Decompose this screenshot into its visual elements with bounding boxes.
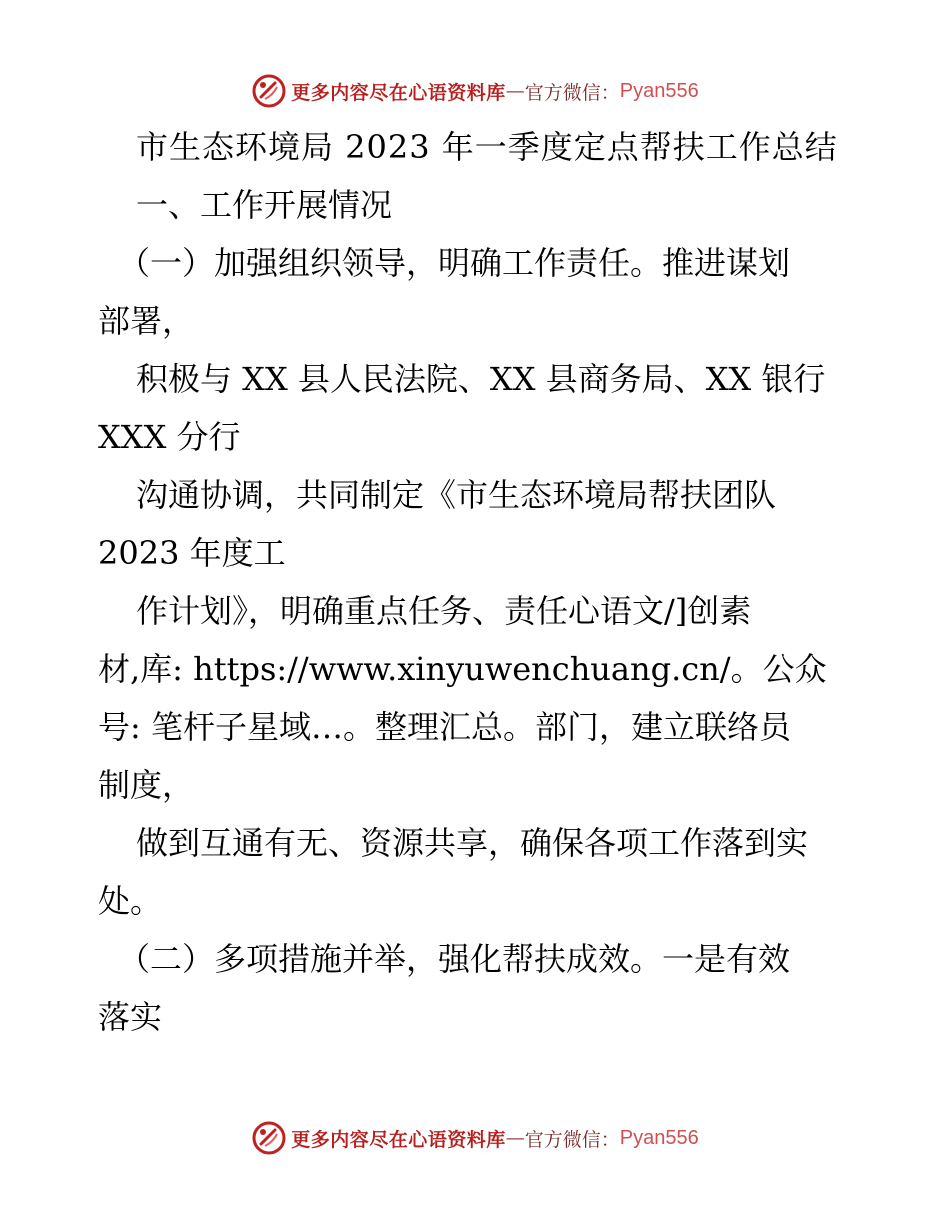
document-title: 市生态环境局 2023 年一季度定点帮扶工作总结 (136, 128, 838, 166)
footer-watermark-banner (0, 1118, 950, 1158)
banner-brand-text: 更多内容尽在心语资料库 (291, 1128, 506, 1151)
banner-wechat-handle: Pyan556 (619, 79, 699, 102)
banner-brand-text: 更多内容尽在心语资料库 (291, 81, 506, 104)
banner-wechat-handle: Pyan556 (619, 1126, 699, 1149)
document-body (98, 118, 858, 1046)
paragraph-line: 材,库: https://www.xinyuwenchuang.cn/。公众 (98, 650, 827, 688)
brand-logo-icon (251, 1120, 287, 1156)
paragraph-line: 落实 (98, 998, 163, 1036)
paragraph-line: 2023 年度工 (98, 534, 286, 572)
paragraph-line: （一）加强组织领导，明确工作责任。推进谋划 (118, 244, 791, 282)
paragraph-line: 号: 笔杆子星域…。整理汇总。部门，建立联络员 (98, 708, 791, 746)
paragraph-line: 处。 (98, 882, 163, 920)
banner-separator: — (505, 80, 525, 102)
header-watermark-banner (0, 71, 950, 111)
paragraph-line: 制度， (98, 766, 195, 804)
paragraph-line: （二）多项措施并举，强化帮扶成效。一是有效 (118, 940, 791, 978)
brand-logo-icon (251, 73, 287, 109)
paragraph-line: 作计划》，明确重点任务、责任心语文/]创素 (136, 592, 752, 630)
banner-official-label: 官方微信： (524, 81, 620, 104)
banner-official-label: 官方微信： (524, 1128, 620, 1151)
paragraph-line: 沟通协调，共同制定《市生态环境局帮扶团队 (136, 476, 777, 514)
paragraph-line: 部署， (98, 302, 195, 340)
paragraph-line: XXX 分行 (98, 418, 241, 456)
banner-separator: — (505, 1127, 525, 1149)
paragraph-line: 积极与 XX 县人民法院、XX 县商务局、XX 银行 (136, 360, 826, 398)
section-heading: 一、工作开展情况 (136, 186, 393, 224)
paragraph-line: 做到互通有无、资源共享，确保各项工作落到实 (136, 824, 809, 862)
